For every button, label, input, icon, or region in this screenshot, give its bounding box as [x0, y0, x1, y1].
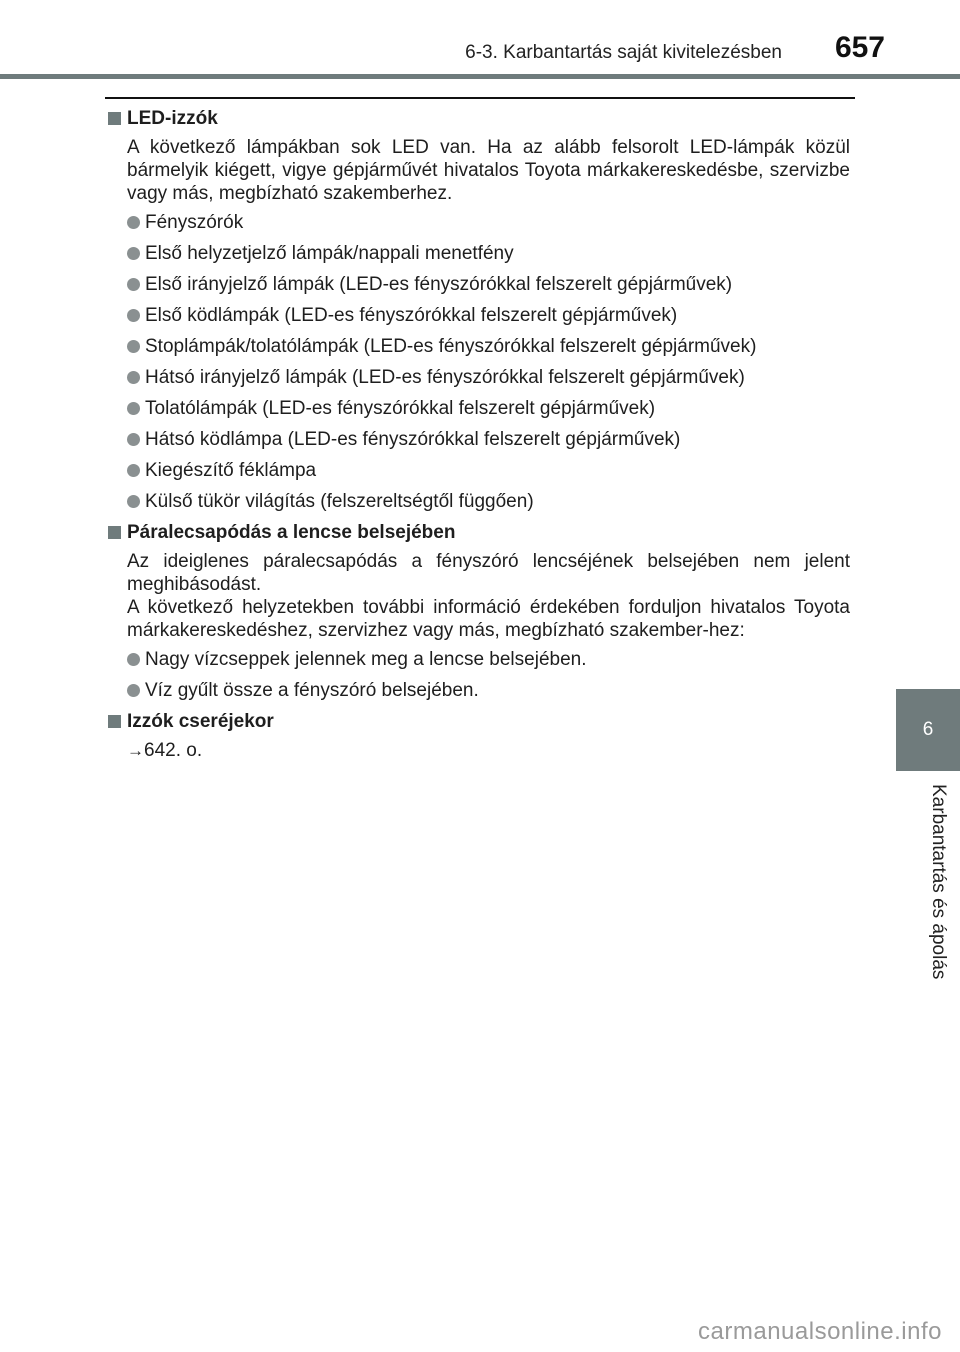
watermark: carmanualsonline.info	[698, 1318, 942, 1345]
square-bullet-icon	[108, 715, 121, 728]
paragraph: A következő helyzetekben további információ érdekében forduljon hivatalos Toyota márkakereskedéshez, szervizhez vagy más, megbízható szakember-hez:	[127, 597, 850, 641]
circle-bullet-icon	[127, 371, 140, 384]
top-rule	[105, 97, 855, 99]
list-item	[127, 304, 850, 327]
circle-bullet-icon	[127, 278, 140, 291]
heading-text: Izzók cseréjekor	[127, 711, 274, 732]
chapter-label: Karbantartás és ápolás	[928, 784, 949, 980]
page-reference	[127, 739, 850, 762]
circle-bullet-icon	[127, 684, 140, 697]
list-item-text: Víz gyűlt össze a fényszóró belsejében.	[145, 680, 479, 701]
list-item-text: Kiegészítő féklámpa	[145, 460, 317, 481]
square-bullet-icon	[108, 526, 121, 539]
list-item-text: Első irányjelző lámpák (LED-es fényszórókkal felszerelt gépjárművek)	[145, 274, 733, 295]
header-section-title: 6-3. Karbantartás saját kivitelezésben	[465, 42, 782, 63]
heading-text: LED-izzók	[127, 108, 218, 129]
heading-text: Páralecsapódás a lencse belsejében	[127, 522, 456, 543]
square-bullet-icon	[108, 112, 121, 125]
circle-bullet-icon	[127, 433, 140, 446]
paragraph: Az ideiglenes páralecsapódás a fényszóró lencséjének belsejében nem jelent meghibásodást.	[127, 551, 850, 595]
circle-bullet-icon	[127, 340, 140, 353]
circle-bullet-icon	[127, 464, 140, 477]
list-item	[127, 490, 850, 513]
section-heading-bulb-replacement	[108, 710, 850, 733]
circle-bullet-icon	[127, 247, 140, 260]
header-bar	[0, 74, 960, 79]
list-item	[127, 242, 850, 265]
list-item-text: Első helyzetjelző lámpák/nappali menetfény	[145, 243, 514, 264]
circle-bullet-icon	[127, 653, 140, 666]
arrow-right-icon: →	[127, 741, 144, 760]
section-heading-led	[108, 107, 850, 130]
chapter-number: 6	[922, 719, 934, 740]
list-item	[127, 397, 850, 420]
list-item	[127, 273, 850, 296]
list-item	[127, 459, 850, 482]
list-item	[127, 366, 850, 389]
circle-bullet-icon	[127, 309, 140, 322]
list-item	[127, 648, 850, 671]
list-item-text: Fényszórók	[145, 212, 244, 233]
page-number: 657	[834, 31, 885, 64]
circle-bullet-icon	[127, 402, 140, 415]
list-item	[127, 211, 850, 234]
list-item-text: Stoplámpák/tolatólámpák (LED-es fényszórókkal felszerelt gépjárművek)	[145, 336, 757, 357]
list-item-text: Hátsó irányjelző lámpák (LED-es fényszórókkal felszerelt gépjárművek)	[145, 367, 745, 388]
reference-text: 642. o.	[144, 740, 203, 761]
chapter-tab	[896, 689, 960, 771]
list-item-text: Külső tükör világítás (felszereltségtől függően)	[145, 491, 534, 512]
list-item-text: Hátsó ködlámpa (LED-es fényszórókkal felszerelt gépjárművek)	[145, 429, 681, 450]
section-heading-condensation	[108, 521, 850, 544]
paragraph: A következő lámpákban sok LED van. Ha az alább felsorolt LED-lámpák közül bármelyik kiégett, vigye gépjárművét hivatalos Toyota márkakereskedésbe, szervizbe vagy más, megbízható szakemberhez.	[127, 137, 850, 204]
circle-bullet-icon	[127, 495, 140, 508]
list-item-text: Első ködlámpák (LED-es fényszórókkal felszerelt gépjárművek)	[145, 305, 678, 326]
list-item-text: Nagy vízcseppek jelennek meg a lencse belsejében.	[145, 649, 587, 670]
list-item	[127, 335, 850, 358]
list-item	[127, 428, 850, 451]
circle-bullet-icon	[127, 216, 140, 229]
list-item	[127, 679, 850, 702]
list-item-text: Tolatólámpák (LED-es fényszórókkal felszerelt gépjárművek)	[145, 398, 656, 419]
page-content	[108, 107, 850, 768]
